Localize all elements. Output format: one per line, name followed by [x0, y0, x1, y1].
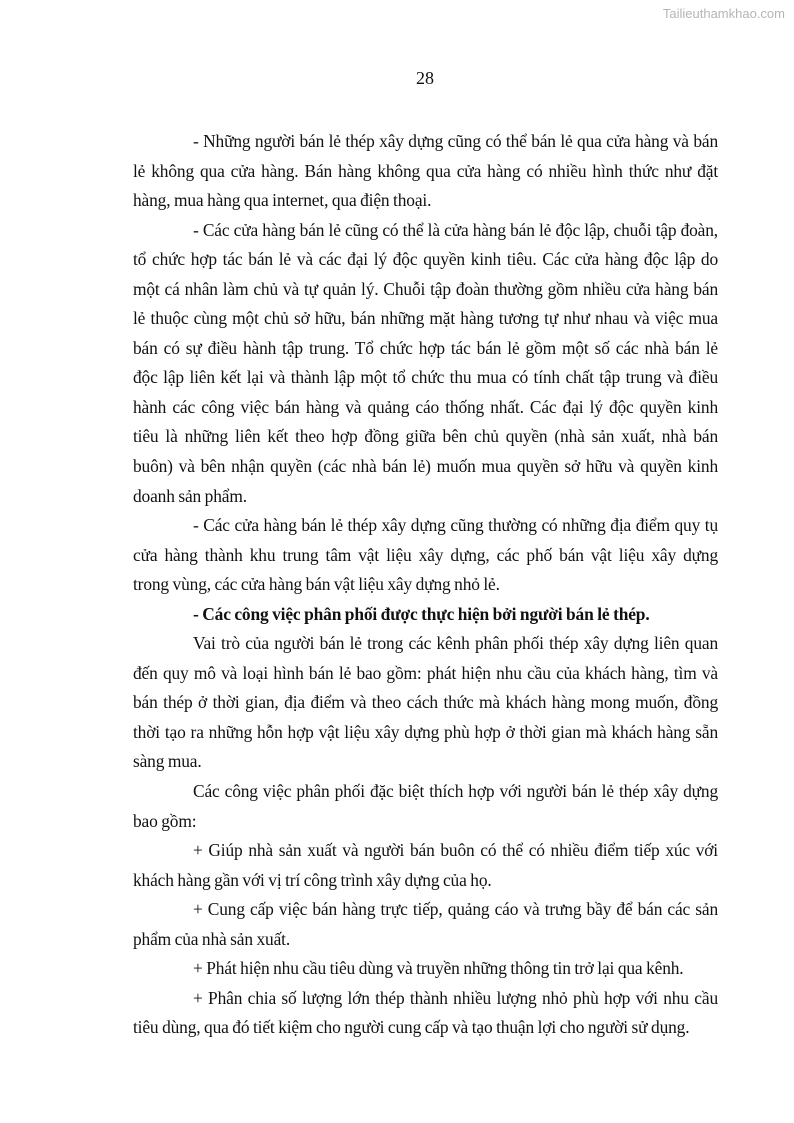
text-line — [133, 452, 718, 482]
text-line — [133, 777, 718, 807]
text-line-content: - Các công việc phân phối được thực hiện bởi người bán lẻ thép. — [193, 603, 650, 624]
text-line — [133, 925, 718, 955]
text-line-content: - Các cửa hàng bán lẻ cũng có thể là cửa hàng bán lẻ độc lập, chuỗi tập đoàn, — [193, 219, 718, 240]
paragraph — [133, 836, 718, 895]
text-line-content: + Giúp nhà sản xuất và người bán buôn có thể có nhiều điểm tiếp xúc với — [193, 840, 718, 861]
text-line-content: buôn) và bên nhận quyền (các nhà bán lẻ) muốn mua quyền sở hữu và quyền kinh — [133, 456, 718, 477]
paragraph — [133, 984, 718, 1043]
document-body — [133, 127, 718, 1043]
text-line-content: doanh sản phẩm. — [133, 485, 247, 506]
text-line-content: lẻ không qua cửa hàng. Bán hàng không qua cửa hàng có nhiều hình thức như đặt — [133, 160, 718, 181]
text-line — [133, 629, 718, 659]
text-line-content: bán có sự điều hành tập trung. Tổ chức hợp tác bán lẻ gồm một số các nhà bán lẻ — [133, 337, 718, 358]
paragraph — [133, 629, 718, 777]
text-line — [133, 482, 718, 512]
text-line — [133, 541, 718, 571]
text-line — [133, 807, 718, 837]
text-line-content: lẻ thuộc cùng một chủ sở hữu, bán những mặt hàng tương tự như nhau và việc mua — [133, 308, 718, 329]
text-line — [133, 304, 718, 334]
text-line — [133, 895, 718, 925]
text-line — [133, 511, 718, 541]
page-number: 28 — [416, 68, 434, 88]
text-line — [133, 363, 718, 393]
paragraph — [133, 127, 718, 216]
text-line — [133, 718, 718, 748]
text-line — [133, 570, 718, 600]
text-line-content: sàng mua. — [133, 751, 202, 772]
text-line-content: hành các công việc bán hàng và quảng cáo thống nhất. Các đại lý độc quyền kinh — [133, 396, 718, 417]
paragraph — [133, 954, 718, 984]
text-line-content: bán thép ở thời gian, địa điểm và theo cách thức mà khách hàng mong muốn, đồng — [133, 692, 718, 713]
text-line — [133, 275, 718, 305]
text-line-content: - Những người bán lẻ thép xây dựng cũng có thể bán lẻ qua cửa hàng và bán — [193, 131, 718, 151]
text-line — [133, 422, 718, 452]
section-heading — [133, 600, 718, 630]
paragraph — [133, 895, 718, 954]
watermark: Tailieuthamkhao.com — [662, 6, 785, 21]
text-line-content: hàng, mua hàng qua internet, qua điện thoại. — [133, 190, 432, 211]
text-line-content: tổ chức hợp tác bán lẻ và các đại lý độc quyền kinh tiêu. Các cửa hàng độc lập do — [133, 249, 718, 270]
text-line-content: độc lập liên kết lại và thành lập một tổ chức thu mua có tính chất tập trung và điều — [133, 367, 718, 388]
text-line-content: Các công việc phân phối đặc biệt thích hợp với người bán lẻ thép xây dựng — [193, 781, 718, 802]
text-line — [133, 659, 718, 689]
text-line-content: cửa hàng thành khu trung tâm vật liệu xây dựng, các phố bán vật liệu xây dựng — [133, 544, 718, 565]
text-line-content: Vai trò của người bán lẻ trong các kênh phân phối thép xây dựng liên quan — [193, 633, 718, 654]
text-line — [133, 127, 718, 157]
text-line-content: thời tạo ra những hỗn hợp vật liệu xây dựng phù hợp ở thời gian mà khách hàng sẵn — [133, 721, 718, 742]
text-line — [133, 245, 718, 275]
paragraph — [133, 216, 718, 511]
text-line-content: tiêu dùng, qua đó tiết kiệm cho người cung cấp và tạo thuận lợi cho người sử dụng. — [133, 1017, 690, 1038]
text-line-content: - Các cửa hàng bán lẻ thép xây dựng cũng thường có những địa điểm quy tụ — [193, 515, 718, 536]
text-line — [133, 157, 718, 187]
text-line — [133, 334, 718, 364]
text-line — [133, 688, 718, 718]
text-line — [133, 954, 718, 984]
text-line — [133, 186, 718, 216]
text-line — [133, 600, 718, 630]
text-line — [133, 984, 718, 1014]
text-line — [133, 747, 718, 777]
text-line-content: phẩm của nhà sản xuất. — [133, 928, 291, 949]
text-line-content: tiêu là những liên kết theo hợp đồng giữa bên chủ quyền (nhà sản xuất, nhà bán — [133, 426, 718, 447]
text-line — [133, 393, 718, 423]
text-line-content: + Phân chia số lượng lớn thép thành nhiều lượng nhỏ phù hợp với nhu cầu — [193, 987, 718, 1008]
text-line-content: + Cung cấp việc bán hàng trực tiếp, quảng cáo và trưng bầy để bán các sản — [193, 899, 718, 920]
text-line — [133, 866, 718, 896]
text-line-content: trong vùng, các cửa hàng bán vật liệu xây dựng nhỏ lẻ. — [133, 574, 500, 595]
text-line-content: đến quy mô và loại hình bán lẻ bao gồm: phát hiện nhu cầu của khách hàng, tìm và — [133, 662, 718, 683]
text-line — [133, 1013, 718, 1043]
paragraph — [133, 511, 718, 600]
text-line-content: khách hàng gần với vị trí công trình xây dựng của họ. — [133, 869, 492, 890]
text-line — [133, 216, 718, 246]
text-line-content: bao gồm: — [133, 810, 197, 831]
text-line-content: một cá nhân làm chủ và tự quản lý. Chuỗi tập đoàn thường gồm nhiều cửa hàng bán — [133, 278, 718, 299]
paragraph — [133, 777, 718, 836]
text-line — [133, 836, 718, 866]
text-line-content: + Phát hiện nhu cầu tiêu dùng và truyền những thông tin trở lại qua kênh. — [193, 958, 684, 979]
